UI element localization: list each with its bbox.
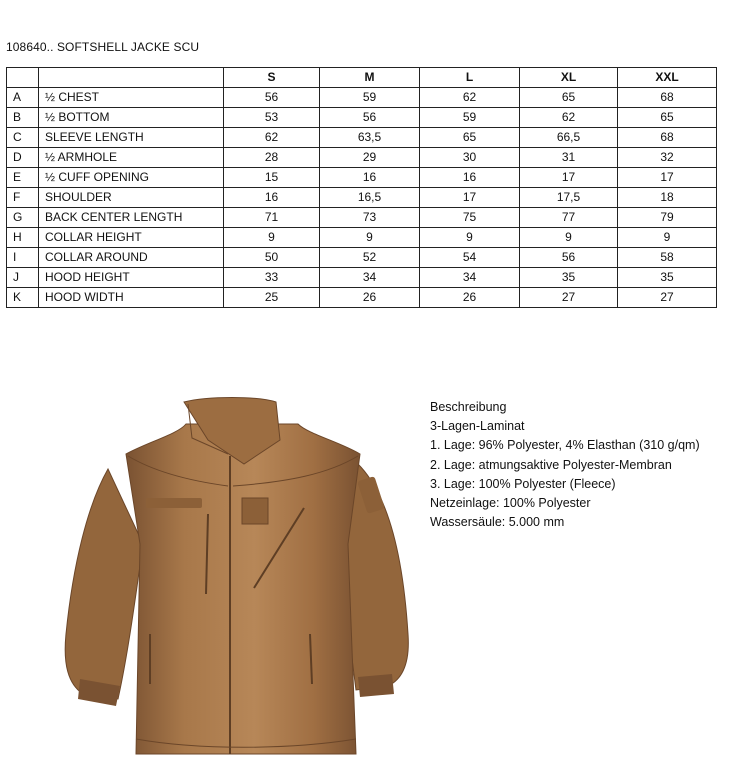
measurement-row bbox=[7, 168, 717, 188]
description-line: 2. Lage: atmungsaktive Polyester-Membran bbox=[430, 457, 672, 472]
measurement-row bbox=[7, 248, 717, 268]
measurement-label: COLLAR AROUND bbox=[39, 248, 224, 268]
measurement-value: 17,5 bbox=[520, 188, 618, 208]
measurement-value: 56 bbox=[520, 248, 618, 268]
measurement-value: 58 bbox=[618, 248, 717, 268]
measurement-label: HOOD HEIGHT bbox=[39, 268, 224, 288]
measurement-row bbox=[7, 148, 717, 168]
measurement-code: I bbox=[7, 248, 39, 268]
measurement-value: 56 bbox=[320, 108, 420, 128]
size-header-row bbox=[7, 68, 717, 88]
measurement-label: ½ ARMHOLE bbox=[39, 148, 224, 168]
measurement-label: ½ CUFF OPENING bbox=[39, 168, 224, 188]
measurement-value: 73 bbox=[320, 208, 420, 228]
measurement-value: 66,5 bbox=[520, 128, 618, 148]
measurement-row bbox=[7, 228, 717, 248]
measurement-value: 59 bbox=[320, 88, 420, 108]
measurement-value: 62 bbox=[420, 88, 520, 108]
measurement-value: 54 bbox=[420, 248, 520, 268]
measurement-label: ½ BOTTOM bbox=[39, 108, 224, 128]
measurement-value: 71 bbox=[224, 208, 320, 228]
measurement-value: 77 bbox=[520, 208, 618, 228]
measurement-value: 18 bbox=[618, 188, 717, 208]
measurement-value: 50 bbox=[224, 248, 320, 268]
measurement-value: 25 bbox=[224, 288, 320, 308]
measurement-value: 26 bbox=[320, 288, 420, 308]
measurement-value: 27 bbox=[618, 288, 717, 308]
measurement-code: B bbox=[7, 108, 39, 128]
description-line: 3. Lage: 100% Polyester (Fleece) bbox=[430, 476, 616, 491]
measurement-value: 65 bbox=[520, 88, 618, 108]
measurement-label: SHOULDER bbox=[39, 188, 224, 208]
measurement-value: 9 bbox=[320, 228, 420, 248]
measurement-value: 27 bbox=[520, 288, 618, 308]
measurement-row bbox=[7, 88, 717, 108]
measurement-label: COLLAR HEIGHT bbox=[39, 228, 224, 248]
measurement-value: 32 bbox=[618, 148, 717, 168]
size-chart-table bbox=[6, 67, 717, 308]
size-header: XXL bbox=[618, 68, 717, 88]
measurement-value: 29 bbox=[320, 148, 420, 168]
description-heading: Beschreibung bbox=[430, 400, 507, 414]
measurement-label: HOOD WIDTH bbox=[39, 288, 224, 308]
measurement-value: 68 bbox=[618, 128, 717, 148]
measurement-value: 9 bbox=[618, 228, 717, 248]
measurement-row bbox=[7, 268, 717, 288]
measurement-label: SLEEVE LENGTH bbox=[39, 128, 224, 148]
measurement-value: 68 bbox=[618, 88, 717, 108]
measurement-label: ½ CHEST bbox=[39, 88, 224, 108]
measurement-label: BACK CENTER LENGTH bbox=[39, 208, 224, 228]
description-line: Wassersäule: 5.000 mm bbox=[430, 515, 565, 530]
description-line: 1. Lage: 96% Polyester, 4% Elasthan (310 g/qm) bbox=[430, 438, 700, 453]
product-title: 108640.. SOFTSHELL JACKE SCU bbox=[6, 40, 200, 54]
measurement-row bbox=[7, 208, 717, 228]
measurement-value: 9 bbox=[520, 228, 618, 248]
product-description bbox=[430, 398, 700, 532]
measurement-value: 16 bbox=[320, 168, 420, 188]
measurement-row bbox=[7, 288, 717, 308]
measurement-value: 79 bbox=[618, 208, 717, 228]
measurement-value: 75 bbox=[420, 208, 520, 228]
measurement-value: 16 bbox=[224, 188, 320, 208]
measurement-value: 16 bbox=[420, 168, 520, 188]
measurement-code: H bbox=[7, 228, 39, 248]
measurement-row bbox=[7, 188, 717, 208]
measurement-value: 28 bbox=[224, 148, 320, 168]
measurement-code: E bbox=[7, 168, 39, 188]
size-header: S bbox=[224, 68, 320, 88]
size-header: XL bbox=[520, 68, 618, 88]
measurement-value: 15 bbox=[224, 168, 320, 188]
empty-header-cell bbox=[39, 68, 224, 88]
measurement-value: 35 bbox=[520, 268, 618, 288]
measurement-value: 31 bbox=[520, 148, 618, 168]
measurement-value: 62 bbox=[520, 108, 618, 128]
measurement-code: J bbox=[7, 268, 39, 288]
measurement-value: 63,5 bbox=[320, 128, 420, 148]
measurement-code: F bbox=[7, 188, 39, 208]
measurement-code: C bbox=[7, 128, 39, 148]
measurement-value: 65 bbox=[618, 108, 717, 128]
measurement-value: 59 bbox=[420, 108, 520, 128]
measurement-value: 30 bbox=[420, 148, 520, 168]
measurement-value: 17 bbox=[618, 168, 717, 188]
measurement-value: 9 bbox=[224, 228, 320, 248]
measurement-value: 35 bbox=[618, 268, 717, 288]
measurement-row bbox=[7, 108, 717, 128]
measurement-value: 53 bbox=[224, 108, 320, 128]
measurement-value: 62 bbox=[224, 128, 320, 148]
measurement-value: 34 bbox=[420, 268, 520, 288]
empty-header-cell bbox=[7, 68, 39, 88]
measurement-code: K bbox=[7, 288, 39, 308]
measurement-value: 33 bbox=[224, 268, 320, 288]
measurement-value: 17 bbox=[420, 188, 520, 208]
measurement-row bbox=[7, 128, 717, 148]
size-header: M bbox=[320, 68, 420, 88]
measurement-value: 34 bbox=[320, 268, 420, 288]
measurement-value: 65 bbox=[420, 128, 520, 148]
measurement-code: G bbox=[7, 208, 39, 228]
measurement-value: 56 bbox=[224, 88, 320, 108]
softshell-jacket-image bbox=[58, 394, 428, 760]
description-line: 3-Lagen-Laminat bbox=[430, 419, 525, 434]
measurement-value: 17 bbox=[520, 168, 618, 188]
measurement-value: 9 bbox=[420, 228, 520, 248]
measurement-code: D bbox=[7, 148, 39, 168]
description-line: Netzeinlage: 100% Polyester bbox=[430, 496, 591, 511]
size-header: L bbox=[420, 68, 520, 88]
measurement-value: 26 bbox=[420, 288, 520, 308]
measurement-code: A bbox=[7, 88, 39, 108]
measurement-value: 52 bbox=[320, 248, 420, 268]
measurement-value: 16,5 bbox=[320, 188, 420, 208]
